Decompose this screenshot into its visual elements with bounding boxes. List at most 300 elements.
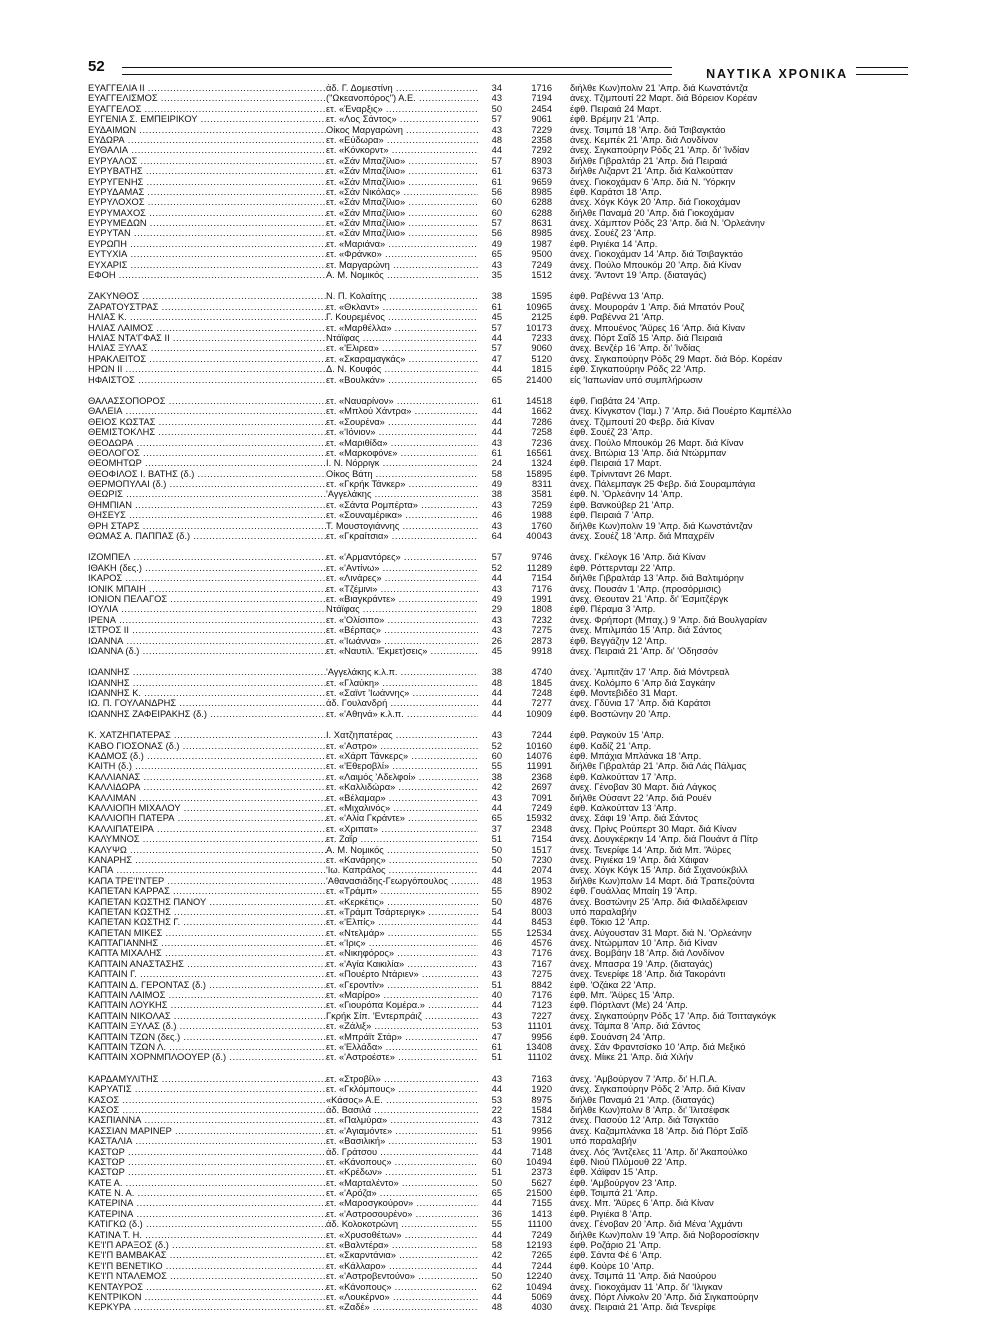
ship-row (88, 510, 908, 520)
position: διήλθε Ούσαντ 22 'Απρ. διά Ρουέν (570, 792, 712, 803)
ship-name: ΙΩΑΝΝΗΣ ..... (88, 667, 326, 677)
tonnage: 9746 (506, 552, 552, 562)
ship-row (88, 249, 908, 259)
owner: ετ. «Τράμπ Τσάρτεριγκ» ..... (326, 907, 484, 917)
ship-row (88, 104, 908, 114)
age: 50 (478, 845, 502, 855)
tonnage: 7155 (506, 1198, 552, 1208)
ship-row (88, 438, 908, 448)
position: άνεχ. Σιγκαπούρην Ρόδς 29 Μαρτ. διά Βόρ. Κορέαν (570, 353, 783, 364)
age: 60 (478, 751, 502, 761)
owner: ετ. «'Ιωάννα» ..... (326, 636, 484, 646)
tonnage: 7230 (506, 855, 552, 865)
age: 43 (478, 521, 502, 531)
ship-name: ΚΑΠΤΑΙΝ ΧΟΡΝΜΠΛΟΟΥΕΡ (δ.) ..... (88, 1052, 326, 1062)
ship-row (88, 1084, 908, 1094)
ship-row (88, 427, 908, 437)
owner: ετ. «Τζέμινι» ..... (326, 584, 484, 594)
ship-row (88, 865, 908, 875)
tonnage: 7277 (506, 698, 552, 708)
owner: ετ. «Έναρξις» ..... (326, 104, 484, 114)
ship-row (88, 761, 908, 771)
position: έφθ. Γουάλλας Μπαίη 19 'Απρ. (570, 886, 698, 897)
ship-row (88, 291, 908, 301)
ship-name: ΚΕΡΚΥΡΑ ..... (88, 1302, 326, 1312)
ship-name: ΚΕ'Ι'Π ΒΕΝΕΤΙΚΟ ..... (88, 1261, 326, 1271)
ship-row (88, 730, 908, 740)
ship-row (88, 698, 908, 708)
tonnage: 5627 (506, 1178, 552, 1188)
tonnage: 8003 (506, 907, 552, 917)
ship-name: ΗΛΙΑΣ ΝΤΑ'ΓΦΑΣ ΙΙ ..... (88, 333, 326, 343)
age: 38 (478, 291, 502, 301)
ship-name: ΚΑΤΕΡΙΝΑ ..... (88, 1209, 326, 1219)
ship-name: ΕΥΧΑΡΙΣ ..... (88, 260, 326, 270)
ship-name: ΚΑΠΤΑΙΝ ΝΙΚΟΛΑΣ ..... (88, 1011, 326, 1021)
age: 58 (478, 469, 502, 479)
tonnage: 2454 (506, 104, 552, 114)
ship-name: ΘΕΙΟΣ ΚΩΣΤΑΣ ..... (88, 417, 326, 427)
owner: ετ. «'Αρμαντόρες» ..... (326, 552, 484, 562)
ship-row (88, 417, 908, 427)
position: διήλθε Λιζαρντ 21 'Απρ. διά Καλκούτταν (570, 166, 733, 177)
ship-row (88, 354, 908, 364)
owner: ετ. «Βέρπας» ..... (326, 625, 484, 635)
ship-group (88, 396, 908, 541)
ship-row (88, 228, 908, 238)
position: άνεχ. Γιοκοχάμαν 14 'Απρ. διά Τσιβαγκτάο (570, 249, 743, 260)
ship-row (88, 793, 908, 803)
position: έφθ. Τσιμπά 21 'Απρ. (570, 1188, 658, 1199)
ship-row (88, 636, 908, 646)
tonnage: 1662 (506, 406, 552, 416)
position: άνεχ. Γκέλογκ 16 'Απρ. διά Κίναν (570, 552, 706, 563)
ship-list (88, 83, 908, 1324)
position: άνεχ. Πόρτ Λίνκολν 20 'Απρ. διά Σιγκαπούρην (570, 1291, 759, 1302)
ship-name: ΚΑΣΣΙΑΝ ΜΑΡΙΝΕΡ ..... (88, 1126, 326, 1136)
position: έφθ. Μοντεβιδέο 31 Μαρτ. (570, 688, 678, 699)
owner: ετ. «Μαρταλέντο» ..... (326, 1178, 484, 1188)
position: έφθ. Πειραιά 24 Μαρτ. (570, 103, 662, 114)
ship-name: ΙΣΤΡΟΣ ΙΙ ..... (88, 625, 326, 635)
owner: ετ. «Κόνκορντ» ..... (326, 145, 484, 155)
ship-row (88, 218, 908, 228)
ship-name: ΘΕΟΜΗΤΩΡ ..... (88, 458, 326, 468)
age: 61 (478, 1042, 502, 1052)
ship-name: ΚΑΝΑΡΗΣ ..... (88, 855, 326, 865)
age: 56 (478, 228, 502, 238)
owner: 'Ιω. Καπράλος ..... (326, 865, 484, 875)
ship-name: ΘΡΗ ΣΤΑΡΣ ..... (88, 521, 326, 531)
tonnage: 8311 (506, 479, 552, 489)
owner: ετ. «Κάνοπους» ..... (326, 1282, 484, 1292)
age: 44 (478, 1261, 502, 1271)
owner: ετ. «Λαιμός 'Αδελφοί» ..... (326, 772, 484, 782)
ship-row (88, 563, 908, 573)
tonnage: 9956 (506, 1032, 552, 1042)
ship-row (88, 302, 908, 312)
tonnage: 14076 (506, 751, 552, 761)
ship-row (88, 1188, 908, 1198)
tonnage: 1413 (506, 1209, 552, 1219)
ship-row (88, 1167, 908, 1177)
owner: άδ. Γουλανδρή ..... (326, 698, 484, 708)
ship-row (88, 114, 908, 124)
age: 55 (478, 886, 502, 896)
magazine-title: ΝΑΥΤΙΚΑ ΧΡΟΝΙΚΑ (706, 67, 848, 81)
ship-name: ΚΑΠΤΑΙΝ Γ. ..... (88, 969, 326, 979)
tonnage: 1988 (506, 510, 552, 520)
tonnage: 7194 (506, 93, 552, 103)
ship-row (88, 448, 908, 458)
ship-name: ΘΗΜΠΙΑΝ ..... (88, 500, 326, 510)
tonnage: 8902 (506, 886, 552, 896)
ship-row (88, 803, 908, 813)
position: άνεχ. Λός 'Άντζελες 11 'Απρ. δι' Άκαπούλκο (570, 1146, 748, 1157)
position: έφθ. Σουέζ 23 'Απρ. (570, 427, 653, 438)
ship-row (88, 93, 908, 103)
tonnage: 7123 (506, 1000, 552, 1010)
age: 44 (478, 1198, 502, 1208)
owner: ετ. «Βασιλική» ..... (326, 1136, 484, 1146)
owner: Οίκος Μαργαρώνη ..... (326, 125, 484, 135)
ship-row (88, 145, 908, 155)
position: έφθ. Σιγκαπούρην Ρόδς 22 'Απρ. (570, 364, 706, 375)
tonnage: 2697 (506, 782, 552, 792)
age: 60 (478, 208, 502, 218)
age: 42 (478, 782, 502, 792)
position: έφθ. Πέραμα 3 'Απρ. (570, 604, 656, 615)
ship-name: ΚΑΠΕΤΑΝ ΚΩΣΤΗΣ ΠΑΝΟΥ ..... (88, 897, 326, 907)
age: 62 (478, 1282, 502, 1292)
owner: ετ. «Μιχαλινός» ..... (326, 803, 484, 813)
tonnage: 9956 (506, 1126, 552, 1136)
owner: άδ. Γράτσου ..... (326, 1147, 484, 1157)
tonnage: 7244 (506, 730, 552, 740)
age: 65 (478, 375, 502, 385)
age: 43 (478, 500, 502, 510)
owner: ετ. «Βέλαμαρ» ..... (326, 793, 484, 803)
ship-name: ΕΥΑΓΓΕΛΙΑ ΙΙ ..... (88, 83, 326, 93)
position: έφθ. Βεγγάζην 12 'Απρ. (570, 635, 668, 646)
age: 43 (478, 1115, 502, 1125)
tonnage: 2074 (506, 865, 552, 875)
position: έφθ. 'Οζάκα 22 'Απρ. (570, 979, 657, 990)
ship-name: ΚΑΣΤΩΡ ..... (88, 1167, 326, 1177)
position: έφθ. Ραβέννα 21 'Απρ. (570, 312, 665, 323)
position: άνεχ. 'Αμπιτζάν 17 'Απρ. διά Μόντρεαλ (570, 667, 730, 678)
ship-name: ΕΥΔΑΙΜΩΝ ..... (88, 125, 326, 135)
tonnage: 10173 (506, 323, 552, 333)
age: 43 (478, 438, 502, 448)
age: 43 (478, 969, 502, 979)
ship-name: ΘΕΟΛΟΓΟΣ ..... (88, 448, 326, 458)
owner: Ι. Χατζηπατέρας ..... (326, 730, 484, 740)
age: 48 (478, 678, 502, 688)
tonnage: 1595 (506, 291, 552, 301)
tonnage: 2358 (506, 135, 552, 145)
ship-row (88, 208, 908, 218)
owner: ετ. «Μαρίρο» ..... (326, 990, 484, 1000)
owner: ετ. «Σάν Μπαζίλιο» ..... (326, 228, 484, 238)
ship-row (88, 166, 908, 176)
ship-name: ΕΥΡΥΑΛΟΣ ..... (88, 156, 326, 166)
age: 46 (478, 938, 502, 948)
age: 29 (478, 604, 502, 614)
owner: ετ. «Κρέδων» ..... (326, 1167, 484, 1177)
ship-name: ΚΑΣΤΑΛΙΑ ..... (88, 1136, 326, 1146)
owner: Οίκος Βάτη ..... (326, 469, 484, 479)
position: άνεχ. Βοστώνην 25 'Απρ. διά Φιλαδέλφειαν (570, 896, 748, 907)
age: 47 (478, 1032, 502, 1042)
tonnage: 4030 (506, 1302, 552, 1312)
ship-row (88, 907, 908, 917)
owner: Ν. Π. Κολαίτης ..... (326, 291, 484, 301)
position: διήλθε Κων)πολιν 19 'Απρ. διά Νοβοροσίσκην (570, 1229, 760, 1240)
position: άνεχ. Γδύνια 17 'Απρ. διά Καράτσι (570, 698, 711, 709)
ship-row (88, 1271, 908, 1281)
age: 44 (478, 145, 502, 155)
ship-row (88, 1021, 908, 1031)
age: 47 (478, 354, 502, 364)
ship-name: ΚΑΛΥΨΩ ..... (88, 845, 326, 855)
ship-row (88, 594, 908, 604)
position: άνεχ. Πόρτ Σαΐδ 15 'Απρ. διά Πειραιά (570, 332, 723, 343)
tonnage: 7176 (506, 948, 552, 958)
age: 22 (478, 1105, 502, 1115)
ship-name: ΙΟΝΙΟΝ ΠΕΛΑΓΟΣ ..... (88, 594, 326, 604)
ship-name: ΘΕΟΔΩΡΑ ..... (88, 438, 326, 448)
tonnage: 8631 (506, 218, 552, 228)
tonnage: 7275 (506, 625, 552, 635)
position: διήλθε Γιβραλτάρ 13 'Απρ. διά Βαλτιμόρην (570, 573, 744, 584)
owner: ετ. «Γεροντίν» ..... (326, 980, 484, 990)
owner: άδ. Βασιλά ..... (326, 1105, 484, 1115)
position: άνεχ. Μίικε 21 'Απρ. διά Χιλήν (570, 1052, 694, 1063)
ship-name: ΚΑΣΟΣ ..... (88, 1105, 326, 1115)
tonnage: 14518 (506, 396, 552, 406)
age: 38 (478, 772, 502, 782)
ship-row (88, 1282, 908, 1292)
tonnage: 15932 (506, 813, 552, 823)
tonnage: 12193 (506, 1240, 552, 1250)
age: 53 (478, 1136, 502, 1146)
ship-row (88, 990, 908, 1000)
age: 44 (478, 917, 502, 927)
owner: ετ. «Σάντα Ρομπέρτα» ..... (326, 500, 484, 510)
ship-name: ΗΦΑΙΣΤΟΣ ..... (88, 375, 326, 385)
ship-row (88, 1240, 908, 1250)
ship-row (88, 824, 908, 834)
owner: ("Ωκεανοπόρος") Α.Ε. ..... (326, 93, 484, 103)
ship-row (88, 855, 908, 865)
ship-name: ΚΑΣΟΣ ..... (88, 1095, 326, 1105)
position: διήλθε Παναμά 20 'Απρ. διά Γιοκοχάμαν (570, 207, 735, 218)
age: 57 (478, 114, 502, 124)
position: άνεχ. Πειραιά 21 'Απρ. διά Τενερίφε (570, 1302, 716, 1313)
tonnage: 11102 (506, 1052, 552, 1062)
owner: ετ. «Σκαρντάνια» ..... (326, 1250, 484, 1260)
owner: ετ. «Σουναμέρικα» ..... (326, 510, 484, 520)
tonnage: 10965 (506, 302, 552, 312)
tonnage: 5069 (506, 1292, 552, 1302)
position: έφθ. Κούρε 10 'Απρ. (570, 1260, 655, 1271)
tonnage: 10909 (506, 709, 552, 719)
tonnage: 8453 (506, 917, 552, 927)
age: 52 (478, 563, 502, 573)
age: 43 (478, 1074, 502, 1084)
age: 60 (478, 197, 502, 207)
ship-row (88, 751, 908, 761)
tonnage: 2873 (506, 636, 552, 646)
age: 57 (478, 218, 502, 228)
ship-row (88, 312, 908, 322)
ship-row (88, 897, 908, 907)
ship-name: ΕΥΑΓΓΕΛΟΣ ..... (88, 104, 326, 114)
owner: ετ. «Γκρήκ Τάνκερ» ..... (326, 479, 484, 489)
owner: Α. Μ. Νομικός ..... (326, 845, 484, 855)
tonnage: 9659 (506, 177, 552, 187)
age: 36 (478, 1209, 502, 1219)
ship-row (88, 772, 908, 782)
ship-name: ΕΥΡΥΜΕΔΩΝ ..... (88, 218, 326, 228)
age: 64 (478, 531, 502, 541)
ship-name: ΚΑΛΛΙΜΑΝ ..... (88, 793, 326, 803)
age: 43 (478, 1011, 502, 1021)
header-rule-right (856, 67, 908, 75)
owner: ετ. «Τράμπ» ..... (326, 886, 484, 896)
position: άνεχ. Δουγκέρκην 14 'Απρ. διά Πουάντ ά Πίτρ (570, 834, 758, 845)
owner: ετ. «'Εθεροβλί» ..... (326, 761, 484, 771)
owner: ετ. «'Ελιρεα» ..... (326, 343, 484, 353)
owner: άδ. Κολοκοτρώνη ..... (326, 1219, 484, 1229)
tonnage: 15895 (506, 469, 552, 479)
tonnage: 21400 (506, 375, 552, 385)
tonnage: 7154 (506, 573, 552, 583)
ship-name: ΚΑΣΤΩΡ ..... (88, 1157, 326, 1167)
ship-name: ΘΕΩΡΙΣ ..... (88, 489, 326, 499)
position: διήλθε Κων)πολιν 8 'Απρ. δι' Ίλιτσέφσκ (570, 1104, 730, 1115)
tonnage: 7227 (506, 1011, 552, 1021)
age: 57 (478, 156, 502, 166)
position: έφθ. Σουάνση 24 'Απρ. (570, 1031, 666, 1042)
tonnage: 7259 (506, 500, 552, 510)
ship-row (88, 469, 908, 479)
ship-name: ΚΑΛΛΙΟΠΗ ΜΙΧΑΛΟΥ ..... (88, 803, 326, 813)
age: 34 (478, 83, 502, 93)
position: έφθ. Ραβέννα 13 'Απρ. (570, 291, 665, 302)
ship-row (88, 615, 908, 625)
ship-row (88, 938, 908, 948)
tonnage: 9060 (506, 343, 552, 353)
tonnage: 6288 (506, 208, 552, 218)
ship-group (88, 667, 908, 719)
age: 44 (478, 1292, 502, 1302)
tonnage: 1512 (506, 270, 552, 280)
position: διήλθε Κων)πολιν 19 'Απρ. διά Κωνστάντζαν (570, 520, 753, 531)
tonnage: 10494 (506, 1157, 552, 1167)
tonnage: 8985 (506, 228, 552, 238)
tonnage: 7249 (506, 803, 552, 813)
position: άνεχ. Τσιμπά 11 'Απρ. διά Ναούρου (570, 1271, 717, 1282)
ship-name: ΚΑΛΛΙΔΩΡΑ ..... (88, 782, 326, 792)
ship-row (88, 333, 908, 343)
ship-row (88, 584, 908, 594)
position: άνεχ. Πούλο Μπουκόμ 20 'Απρ. διά Κίναν (570, 259, 742, 270)
ship-name: ΚΑΛΛΙΠΑΤΕΙΡΑ ..... (88, 824, 326, 834)
owner: ετ. «Μαροσγκούρον» ..... (326, 1198, 484, 1208)
position: άνεχ. Αύγουσταν 31 Μαρτ. διά Ν. 'Ορλεάνην (570, 927, 752, 938)
position: έφθ. Μπάχια Μπλάνκα 18 'Απρ. (570, 751, 702, 762)
age: 44 (478, 698, 502, 708)
position: διήλθε Παναμά 21 'Απρ. (διαταγάς) (570, 1094, 715, 1105)
tonnage: 8975 (506, 1095, 552, 1105)
ship-name: ΚΑΡΔΑΜΥΛΙΤΗΣ ..... (88, 1074, 326, 1084)
position: άνεχ. Πούλο Μπουκόμ 26 Μαρτ. διά Κίναν (570, 437, 744, 448)
owner: ετ. «Χρυσοθέτων» ..... (326, 1230, 484, 1240)
position: έφθ. 'Αμβούργον 23 'Απρ. (570, 1177, 677, 1188)
position: έφθ. Ν. 'Ορλεάνην 14 'Απρ. (570, 489, 683, 500)
position: έφθ. Πειραιά 7 'Απρ. (570, 510, 655, 521)
position: άνεχ. Πασούο 12 'Απρ. διά Τσιγκτάο (570, 1115, 719, 1126)
ship-name: ΚΑΠΤΑΙΝ Δ. ΓΕΡΟΝΤΑΣ (δ.) ..... (88, 980, 326, 990)
ship-name: ΕΦΟΗ ..... (88, 270, 326, 280)
owner: ετ. «Εύδωρα» ..... (326, 135, 484, 145)
age: 44 (478, 1000, 502, 1010)
ship-row (88, 1095, 908, 1105)
tonnage: 1815 (506, 364, 552, 374)
ship-row (88, 1261, 908, 1271)
owner: ετ. «Μαριθίδα» ..... (326, 438, 484, 448)
age: 61 (478, 166, 502, 176)
position: άνεχ. Θεουταν 21 'Απρ. δι' Έσμιτζέργκ (570, 593, 729, 604)
tonnage: 1987 (506, 239, 552, 249)
owner: ετ. «Γιουρόπα Κομέρα.» ..... (326, 1000, 484, 1010)
position: άνεχ. Σιγκαπούρην Ρόδς 2 'Απρ. διά Κίναν (570, 1084, 746, 1095)
ship-name: ΙΩΑΝΝΑ ..... (88, 636, 326, 646)
tonnage: 7233 (506, 333, 552, 343)
position: έφθ. Καλκούτταν 13 'Απρ. (570, 803, 677, 813)
ship-name: ΙΩ. Π. ΓΟΥΛΑΝΔΡΗΣ ..... (88, 698, 326, 708)
position: άνεχ. Σιγκαπούρην Ρόδς 17 'Απρ. διά Τσιτταγκόγκ (570, 1010, 776, 1021)
ship-row (88, 1230, 908, 1240)
ship-name: ΚΕ'Ι'Π ΝΤΑΛΕΜΟΣ ..... (88, 1271, 326, 1281)
position: άνεχ. Τενερίφε 14 'Απρ. διά Μπ. 'Άϋρες (570, 844, 732, 855)
tonnage: 7091 (506, 793, 552, 803)
tonnage: 9061 (506, 114, 552, 124)
position: άνεχ. Γένοβαν 20 'Απρ. διά Μένα 'Αχμάντι (570, 1219, 743, 1230)
position: άνεχ. Μπιλμπάο 15 'Απρ. διά Σάντος (570, 625, 722, 636)
tonnage: 6373 (506, 166, 552, 176)
ship-name: ΕΥΘΑΛΙΑ ..... (88, 145, 326, 155)
ship-name: ΙΡΕΝΑ ..... (88, 615, 326, 625)
ship-row (88, 959, 908, 969)
ship-row (88, 1147, 908, 1157)
owner: ετ. «Ναυαρίνον» ..... (326, 396, 484, 406)
ship-row (88, 1052, 908, 1062)
age: 43 (478, 260, 502, 270)
tonnage: 6288 (506, 197, 552, 207)
ship-name: ΕΥΡΥΜΑΧΟΣ ..... (88, 208, 326, 218)
tonnage: 10160 (506, 741, 552, 751)
tonnage: 1324 (506, 458, 552, 468)
tonnage: 7167 (506, 959, 552, 969)
ship-row (88, 156, 908, 166)
tonnage: 12240 (506, 1271, 552, 1281)
tonnage: 1716 (506, 83, 552, 93)
owner: ετ. «Παλμύρα» ..... (326, 1115, 484, 1125)
age: 44 (478, 573, 502, 583)
